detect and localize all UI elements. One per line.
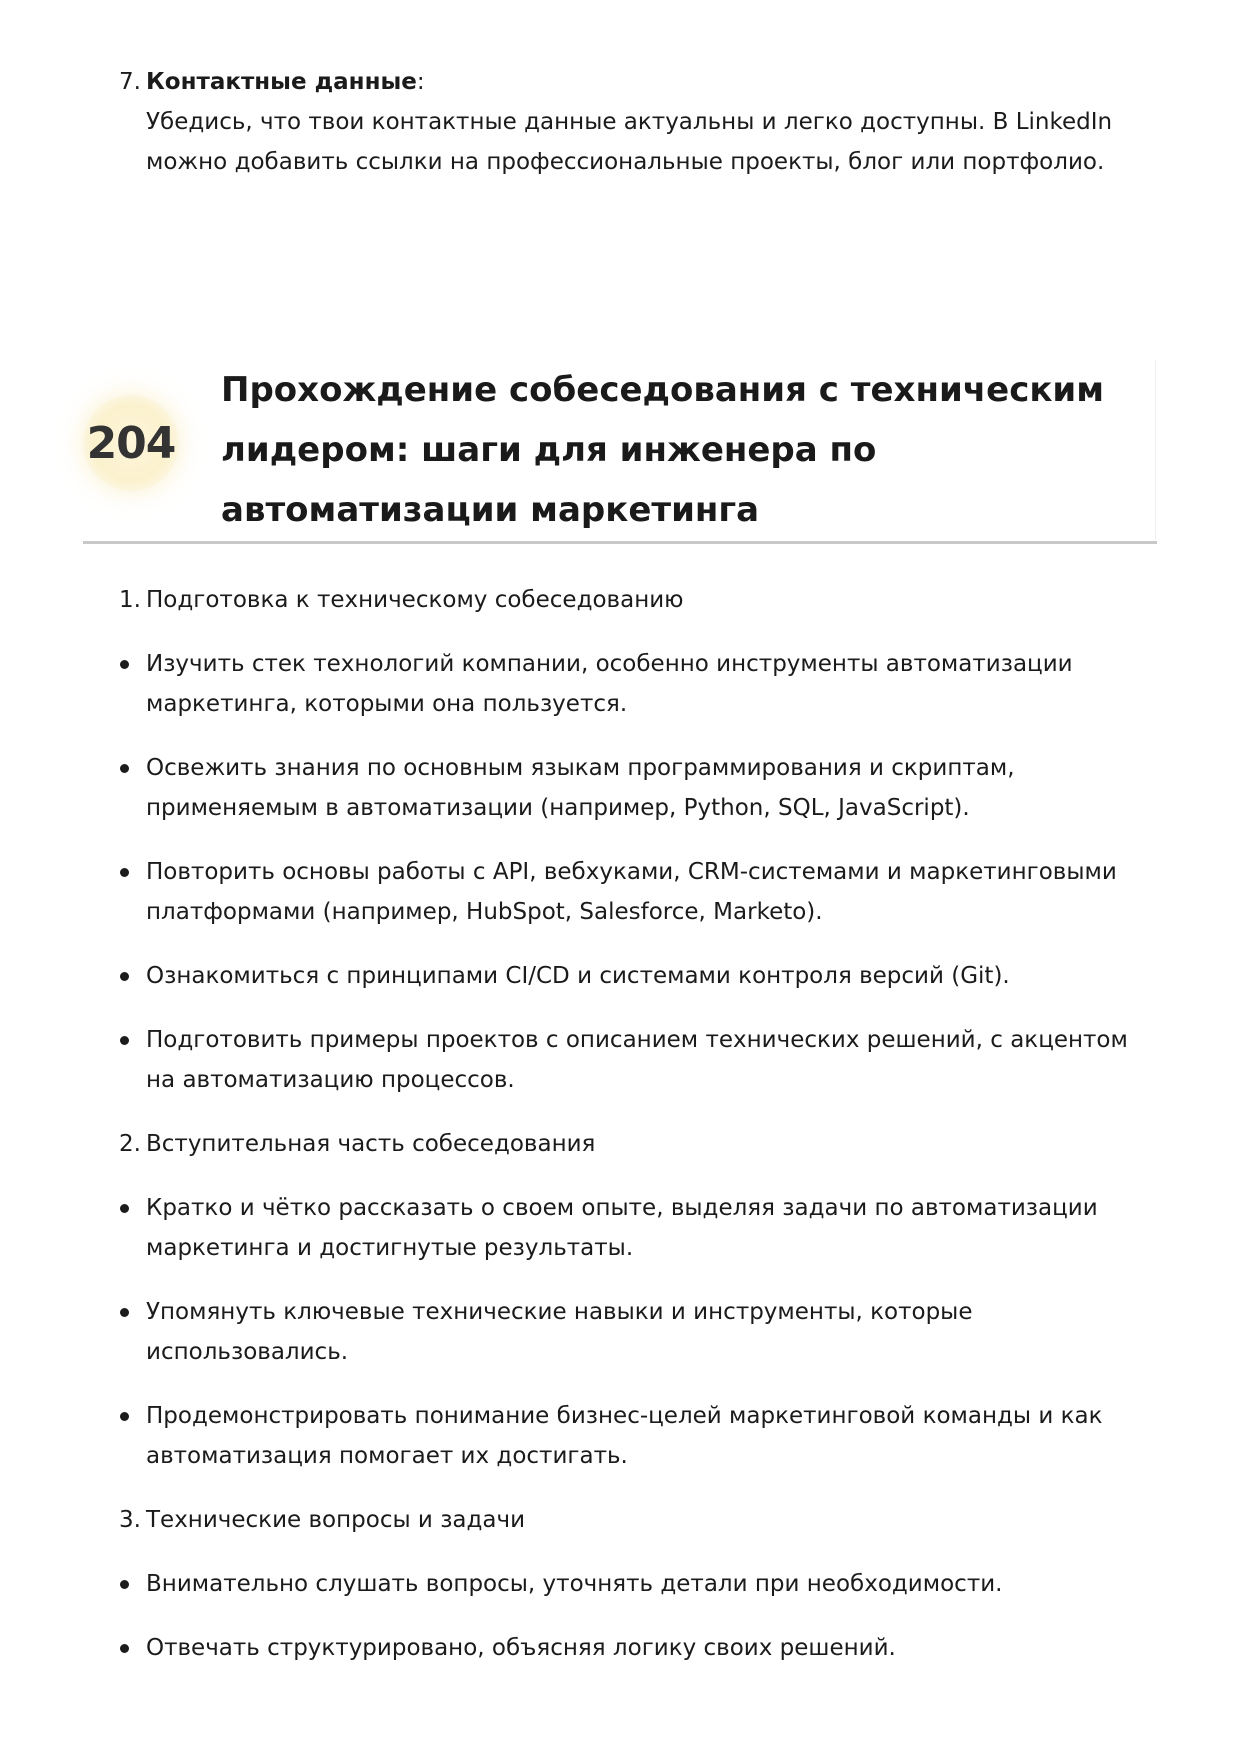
bullet-icon	[119, 956, 146, 996]
numbered-item-number: 1.	[119, 587, 141, 613]
section-title: Прохождение собеседования с техническим лидером: шаги для инженера по автоматизации маркетинга	[221, 370, 1105, 530]
section-number-badge: 204	[83, 395, 179, 491]
bullet-text: Продемонстрировать понимание бизнес-целей маркетинговой команды и как автоматизация помогает их достигать.	[146, 1403, 1103, 1469]
item-number: 7.	[119, 69, 141, 95]
bullet-icon	[119, 1628, 146, 1668]
bullet-item	[119, 1020, 1159, 1100]
bullet-text: Подготовить примеры проектов с описанием технических решений, с акцентом на автоматизацию процессов.	[146, 1027, 1128, 1093]
bullet-text: Отвечать структурировано, объясняя логику своих решений.	[146, 1635, 896, 1661]
bullet-item	[119, 852, 1159, 932]
numbered-item-number: 3.	[119, 1507, 141, 1533]
section-divider	[83, 541, 1157, 544]
numbered-item-number: 2.	[119, 1131, 141, 1157]
bullet-icon	[119, 1564, 146, 1604]
bullet-text: Ознакомиться с принципами CI/CD и системами контроля версий (Git).	[146, 963, 1010, 989]
bullet-text: Кратко и чётко рассказать о своем опыте, выделяя задачи по автоматизации маркетинга и достигнутые результаты.	[146, 1195, 1098, 1261]
bullet-item	[119, 1628, 1159, 1668]
bullet-icon	[119, 1292, 146, 1372]
bullet-icon	[119, 748, 146, 828]
item-title-suffix: :	[416, 69, 425, 95]
bullet-item	[119, 1292, 1159, 1372]
contact-data-item	[119, 62, 1159, 182]
item-title: Контактные данные	[146, 69, 417, 95]
bullet-icon	[119, 852, 146, 932]
bullet-icon	[119, 1020, 146, 1100]
bullet-icon	[119, 644, 146, 724]
numbered-item-heading: Вступительная часть собеседования	[146, 1131, 596, 1157]
numbered-item	[119, 1500, 1159, 1540]
numbered-item-heading: Подготовка к техническому собеседованию	[146, 587, 684, 613]
section-header	[83, 355, 1161, 545]
bullet-text: Изучить стек технологий компании, особенно инструменты автоматизации маркетинга, которыми она пользуется.	[146, 651, 1073, 717]
bullet-text: Внимательно слушать вопросы, уточнять детали при необходимости.	[146, 1571, 1003, 1597]
header-edge	[1155, 360, 1156, 540]
numbered-item	[119, 580, 1159, 620]
bullet-icon	[119, 1188, 146, 1268]
bullet-item	[119, 644, 1159, 724]
bullet-item	[119, 956, 1159, 996]
bullet-item	[119, 1564, 1159, 1604]
bullet-icon	[119, 1396, 146, 1476]
item-body: Убедись, что твои контактные данные актуальны и легко доступны. В LinkedIn можно добавить ссылки на профессиональные проекты, блог или портфолио.	[146, 109, 1113, 175]
bullet-item	[119, 1396, 1159, 1476]
bullet-text: Освежить знания по основным языкам программирования и скриптам, применяемым в автоматизации (например, Python, SQL, JavaScript).	[146, 755, 1015, 821]
bullet-item	[119, 748, 1159, 828]
contact-data-heading	[119, 62, 1159, 102]
section-content	[119, 580, 1159, 1692]
numbered-item	[119, 1124, 1159, 1164]
bullet-text: Упомянуть ключевые технические навыки и инструменты, которые использовались.	[146, 1299, 973, 1365]
bullet-text: Повторить основы работы с API, вебхуками, CRM-системами и маркетинговыми платформами (например, HubSpot, Salesforce, Marketo).	[146, 859, 1117, 925]
numbered-item-heading: Технические вопросы и задачи	[146, 1507, 526, 1533]
bullet-item	[119, 1188, 1159, 1268]
